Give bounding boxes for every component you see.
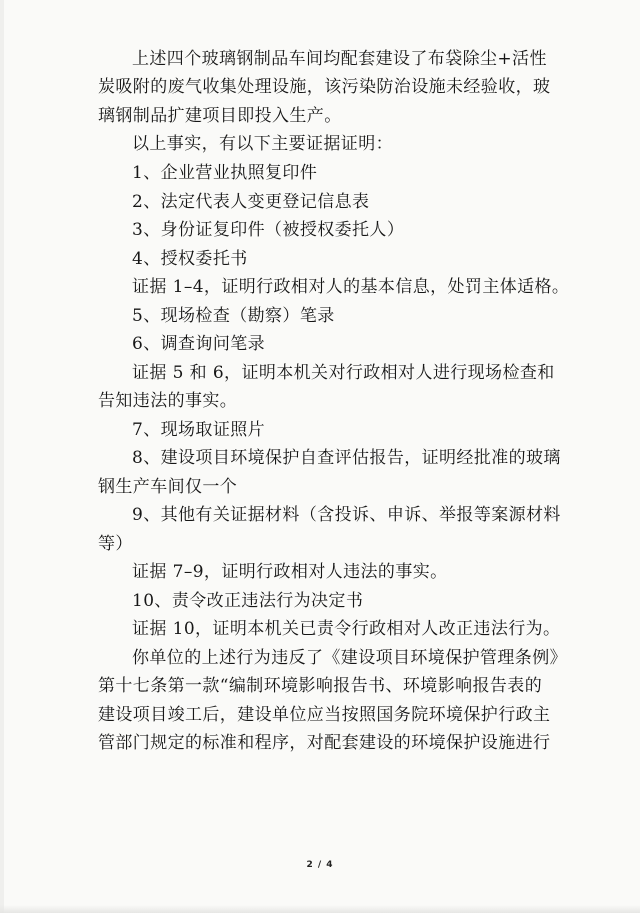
evidence-summary-5-6-line-2: 告知违法的事实。 bbox=[98, 391, 238, 411]
intro-line-2: 炭吸附的废气收集处理设施，该污染防治设施未经验收，玻 bbox=[98, 77, 551, 97]
evidence-item-9-line-1: 9、其他有关证据材料（含投诉、申诉、举报等案源材料 bbox=[132, 505, 561, 525]
evidence-item-7: 7、现场取证照片 bbox=[132, 420, 266, 440]
evidence-item-10: 10、责令改正违法行为决定书 bbox=[132, 591, 364, 611]
evidence-item-4: 4、授权委托书 bbox=[132, 249, 248, 269]
evidence-summary-1-4: 证据 1–4，证明行政相对人的基本信息，处罚主体适格。 bbox=[132, 277, 570, 297]
page-number: 2 / 4 bbox=[306, 860, 334, 870]
violation-line-1: 你单位的上述行为违反了《建设项目环境保护管理条例》 bbox=[132, 648, 567, 668]
evidence-item-2: 2、法定代表人变更登记信息表 bbox=[132, 192, 370, 212]
evidence-summary-5-6-line-1: 证据 5 和 6，证明本机关对行政相对人进行现场检查和 bbox=[132, 363, 555, 383]
violation-line-2: 第十七条第一款“编制环境影响报告书、环境影响报告表的 bbox=[98, 676, 543, 696]
evidence-item-6: 6、调查询问笔录 bbox=[132, 334, 266, 354]
page-bottom-edge bbox=[0, 905, 640, 913]
intro-line-3: 璃钢制品扩建项目即投入生产。 bbox=[98, 106, 342, 126]
evidence-item-3: 3、身份证复印件（被授权委托人） bbox=[132, 220, 405, 240]
evidence-item-9-line-2: 等） bbox=[98, 534, 133, 554]
evidence-item-8-line-2: 钢生产车间仅一个 bbox=[98, 477, 238, 497]
evidence-summary-10: 证据 10，证明本机关已责令行政相对人改正违法行为。 bbox=[132, 619, 561, 639]
violation-line-4: 管部门规定的标准和程序，对配套建设的环境保护设施进行 bbox=[98, 733, 551, 753]
evidence-summary-7-9: 证据 7–9，证明行政相对人违法的事实。 bbox=[132, 562, 448, 582]
evidence-item-1: 1、企业营业执照复印件 bbox=[132, 163, 318, 183]
violation-line-3: 建设项目竣工后，建设单位应当按照国务院环境保护行政主 bbox=[98, 705, 551, 725]
evidence-item-8-line-1: 8、建设项目环境保护自查评估报告，证明经批准的玻璃 bbox=[132, 448, 561, 468]
page-left-edge bbox=[0, 0, 4, 913]
intro-line-1: 上述四个玻璃钢制品车间均配套建设了布袋除尘+活性 bbox=[132, 49, 547, 69]
evidence-intro: 以上事实，有以下主要证据证明： bbox=[132, 134, 393, 154]
evidence-item-5: 5、现场检查（勘察）笔录 bbox=[132, 306, 335, 326]
